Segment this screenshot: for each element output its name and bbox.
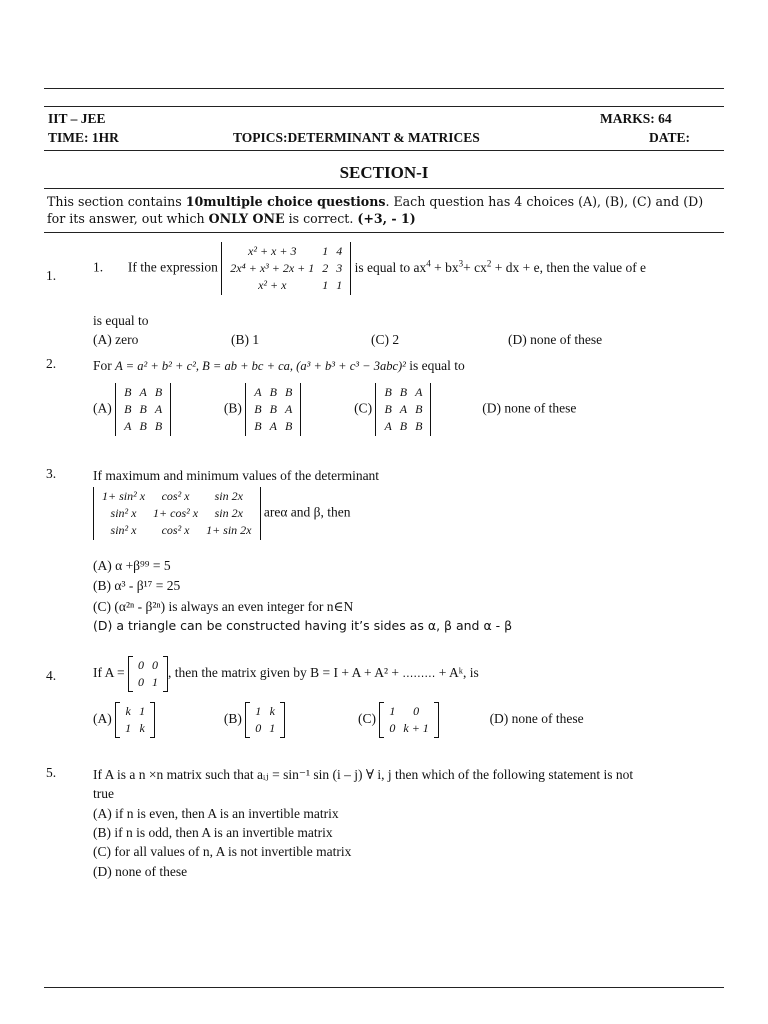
- header-rule: [44, 106, 724, 107]
- q1-number: 1.: [46, 268, 57, 283]
- det-cell: A: [399, 402, 408, 416]
- matrix-cell: 0: [138, 675, 144, 689]
- det-cell: A: [384, 419, 392, 433]
- matrix-cell: 1: [125, 721, 132, 735]
- q2-label-b: (B): [223, 400, 242, 416]
- det-cell: B: [399, 419, 408, 433]
- matrix-cell: 0: [413, 704, 420, 718]
- det-cell: B: [124, 402, 132, 416]
- exam-name: IIT – JEE: [48, 111, 106, 126]
- q4-label-a: (A): [93, 711, 112, 727]
- q3-determinant: [93, 487, 261, 540]
- det-cell: A: [269, 419, 277, 433]
- det-cell: B: [154, 385, 163, 399]
- q1-option-b: (B) 1: [231, 332, 260, 347]
- q5-stem: If A is a n ×n matrix such that aᵢⱼ = sin⁻¹ sin (i – j) ∀ i, j then which of the following statement is not: [93, 767, 634, 782]
- q1-determinant: [221, 242, 351, 295]
- q3-option-b: (B) α³ - β¹⁷ = 25: [93, 578, 181, 593]
- header-bottom-rule: [44, 150, 724, 151]
- q3-option-c: (C) (α²ⁿ - β²ⁿ) is always an even integer for n∈N: [93, 599, 354, 614]
- q2-det-b: [245, 383, 301, 436]
- q2-det-c: [375, 383, 431, 436]
- q5-option-d: (D) none of these: [93, 864, 188, 879]
- q5-stem-continued: true: [93, 786, 114, 801]
- matrix-cell: 1: [389, 704, 396, 718]
- q5-number: 5.: [46, 765, 57, 780]
- q1-continuation: is equal to: [93, 313, 149, 328]
- det-cell: B: [269, 385, 277, 399]
- det-cell: 1+ cos² x: [153, 506, 199, 520]
- det-cell: B: [124, 385, 132, 399]
- q4-label-b: (B): [223, 711, 242, 727]
- q1-option-a: (A) zero: [93, 332, 139, 347]
- q3-det-row: 1+ sin² x cos² x sin 2x sin² x 1+ cos² x sin 2x sin² x cos² x 1+ sin 2x areα and β, then: [93, 487, 351, 540]
- q2-options: [93, 383, 576, 436]
- det-cell: B: [284, 419, 293, 433]
- matrix-cell: 1: [255, 704, 262, 718]
- det-cell: B: [139, 402, 147, 416]
- q2-stem: For A = a² + b² + c², B = ab + bc + ca, (a³ + b³ + c³ − 3abc)² is equal to: [93, 358, 465, 373]
- q4-mat-c: [379, 702, 438, 738]
- q4-label-c: (C): [358, 711, 376, 727]
- time: TIME: 1HR: [48, 130, 119, 145]
- matrix-cell: 0: [152, 658, 158, 672]
- matrix-cell: 0: [255, 721, 262, 735]
- det-cell: B: [284, 385, 293, 399]
- det-cell: 1+ sin 2x: [206, 523, 252, 537]
- q1-prefix: If the expression: [127, 259, 218, 275]
- q1-subnumber: 1.: [93, 259, 104, 275]
- marks: MARKS: 64: [600, 111, 672, 126]
- q1-stem: [93, 242, 646, 295]
- q1-option-c: (C) 2: [371, 332, 400, 347]
- det-cell: B: [384, 385, 392, 399]
- det-cell: A: [139, 385, 147, 399]
- det-cell: B: [139, 419, 147, 433]
- topics: TOPICS:DETERMINANT & MATRICES: [233, 130, 480, 145]
- q1-post: is equal to $ax^4 + bx^3+ cx^2$ + dx + e, then the value of e: [354, 258, 647, 275]
- det-cell: 1+ sin² x: [102, 489, 146, 503]
- q3-number: 3.: [46, 466, 57, 481]
- det-cell: x² + x: [258, 278, 287, 292]
- matrix-cell: k: [139, 721, 145, 735]
- q4-options: [93, 702, 584, 738]
- det-cell: 1: [322, 278, 329, 292]
- det-cell: 2x⁴ + x³ + 2x + 1: [230, 261, 315, 275]
- det-cell: 3: [336, 261, 343, 275]
- matrix-cell: 1: [139, 704, 146, 718]
- q4-matrix-a: [128, 656, 168, 692]
- det-cell: B: [399, 385, 408, 399]
- det-cell: sin 2x: [214, 489, 243, 503]
- q2-expression: A = a² + b² + c², B = ab + bc + ca, (a³ + b³ + c³ − 3abc)²: [115, 359, 406, 373]
- q5-option-c: (C) for all values of n, A is not invertible matrix: [93, 844, 352, 859]
- q3-stem: If maximum and minimum values of the determinant: [93, 468, 380, 483]
- det-cell: sin 2x: [214, 506, 243, 520]
- det-cell: 4: [336, 244, 343, 258]
- det-cell: 1: [322, 244, 329, 258]
- det-cell: B: [254, 402, 262, 416]
- section-title: SECTION-I: [339, 163, 429, 182]
- q2-label-c: (C): [354, 400, 373, 416]
- q2-label-a: (A): [93, 400, 112, 416]
- matrix-cell: 1: [152, 675, 158, 689]
- det-cell: sin² x: [110, 523, 137, 537]
- det-cell: A: [254, 385, 262, 399]
- footer-rule: [44, 987, 724, 988]
- det-cell: cos² x: [161, 523, 190, 537]
- matrix-cell: k: [269, 704, 275, 718]
- section-rule-top: [44, 188, 724, 189]
- det-cell: 2: [322, 261, 329, 275]
- q4-mat-b: [245, 702, 285, 738]
- matrix-cell: 1: [269, 721, 276, 735]
- top-rule: [44, 88, 724, 89]
- matrix-cell: 0: [138, 658, 144, 672]
- det-cell: B: [384, 402, 392, 416]
- q5-option-a: (A) if n is even, then A is an invertible matrix: [93, 806, 339, 821]
- section-instructions: This section contains 10multiple choice questions. Each question has 4 choices (A), (B), (C) and (D) for its answer, out which ONLY ONE is correct. (+3, - 1): [47, 194, 704, 226]
- q4-stem: If A = 0 0 0 1 , then the matrix given by B = I + A + A² + ……… + Aᵏ, is: [93, 656, 479, 692]
- det-cell: B: [154, 419, 163, 433]
- matrix-cell: k: [125, 704, 131, 718]
- det-cell: A: [154, 402, 163, 416]
- q5-option-b: (B) if n is odd, then A is an invertible matrix: [93, 825, 333, 840]
- q4-option-d: (D) none of these: [489, 711, 584, 727]
- q2-option-d: (D) none of these: [482, 400, 577, 416]
- q3-option-d: (D) a triangle can be constructed having it’s sides as α, β and α - β: [93, 618, 513, 633]
- det-cell: cos² x: [161, 489, 190, 503]
- det-cell: sin² x: [110, 506, 137, 520]
- q4-number: 4.: [46, 668, 57, 683]
- q2-det-a: [115, 383, 171, 436]
- det-cell: 1: [336, 278, 343, 292]
- det-cell: B: [254, 419, 262, 433]
- det-cell: A: [284, 402, 293, 416]
- det-cell: B: [415, 402, 423, 416]
- date: DATE:: [649, 130, 691, 145]
- det-cell: A: [124, 419, 132, 433]
- q1-option-d: (D) none of these: [508, 332, 603, 347]
- matrix-cell: 0: [389, 721, 396, 735]
- det-cell: B: [415, 419, 423, 433]
- q3-option-a: (A) α +β⁹⁹ = 5: [93, 558, 171, 573]
- section-rule-bottom: [44, 232, 724, 233]
- det-cell: A: [415, 385, 423, 399]
- det-cell: B: [269, 402, 277, 416]
- matrix-cell: k + 1: [403, 721, 429, 735]
- q2-number: 2.: [46, 356, 57, 371]
- q4-mat-a: [115, 702, 155, 738]
- det-cell: x² + x + 3: [248, 244, 297, 258]
